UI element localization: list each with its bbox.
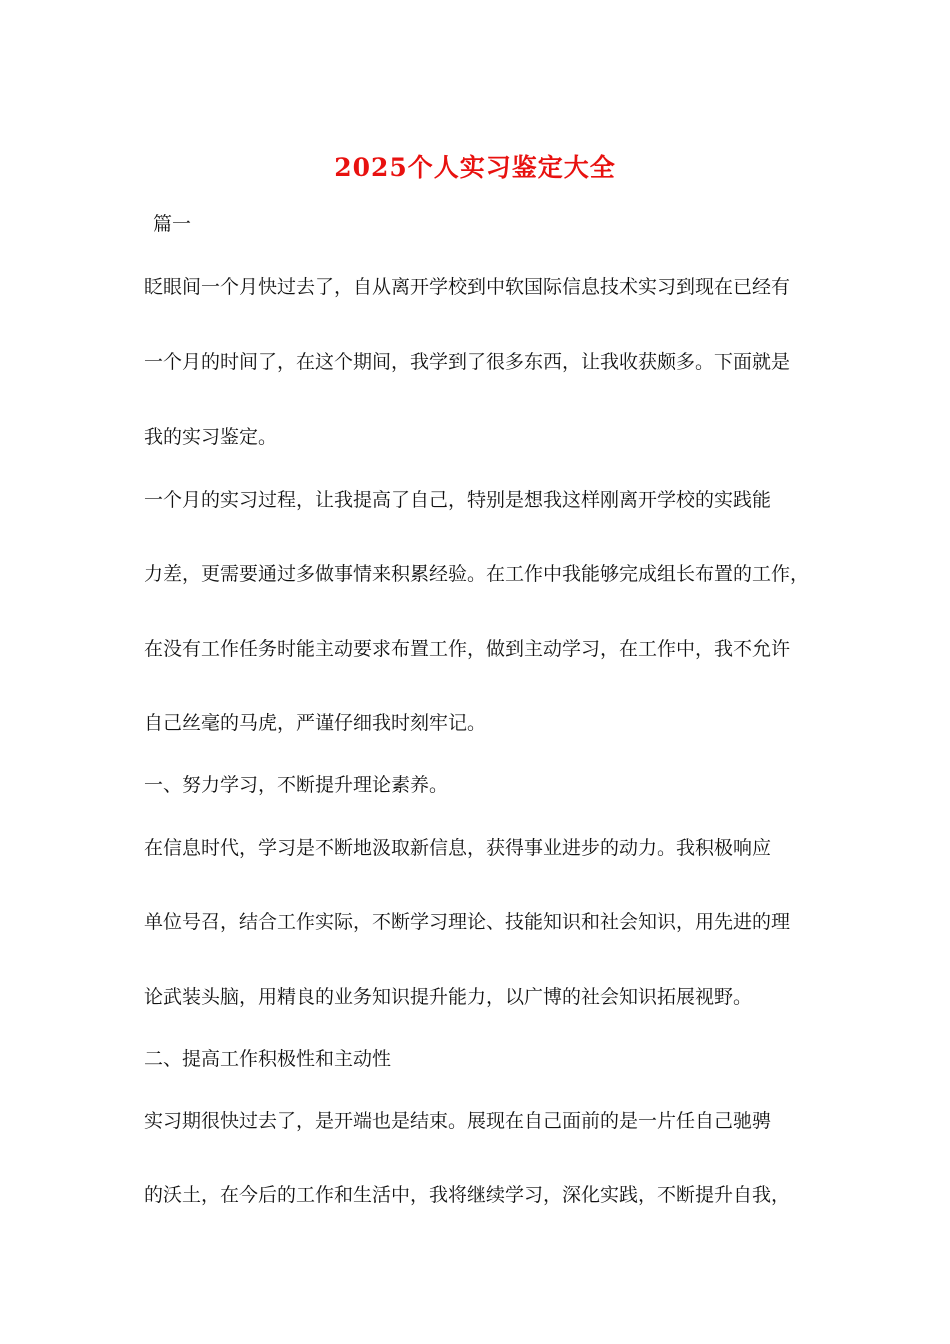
text-line-13: 实习期很快过去了，是开端也是结束。展现在自己面前的是一片任自己驰骋 [144,1110,772,1132]
heading-line-1: 一、努力学习，不断提升理论素养。 [144,774,449,796]
text-line-11: 论武装头脑，用精良的业务知识提升能力，以广博的社会知识拓展视野。 [144,986,753,1008]
text-line-6: 在没有工作任务时能主动要求布置工作，做到主动学习，在工作中，我不允许 [144,638,791,660]
heading-line-2: 二、提高工作积极性和主动性 [144,1048,392,1070]
text-line-3: 我的实习鉴定。 [144,426,278,448]
text-line-14: 的沃土，在今后的工作和生活中，我将继续学习，深化实践，不断提升自我， [144,1184,791,1206]
text-line-5: 力差，更需要通过多做事情来积累经验。在工作中我能够完成组长布置的工作， [144,563,810,585]
text-line-10: 单位号召，结合工作实际，不断学习理论、技能知识和社会知识，用先进的理 [144,911,791,933]
text-line-4: 一个月的实习过程，让我提高了自己，特别是想我这样刚离开学校的实践能 [144,489,772,511]
text-line-1: 眨眼间一个月快过去了，自从离开学校到中软国际信息技术实习到现在已经有 [144,276,791,298]
section-label: 篇一 [153,213,192,235]
text-line-9: 在信息时代，学习是不断地汲取新信息，获得事业进步的动力。我积极响应 [144,837,772,859]
document-title: 2025个人实习鉴定大全 [334,153,616,182]
text-line-2: 一个月的时间了，在这个期间，我学到了很多东西，让我收获颇多。下面就是 [144,351,791,373]
text-line-7: 自己丝毫的马虎，严谨仔细我时刻牢记。 [144,712,487,734]
